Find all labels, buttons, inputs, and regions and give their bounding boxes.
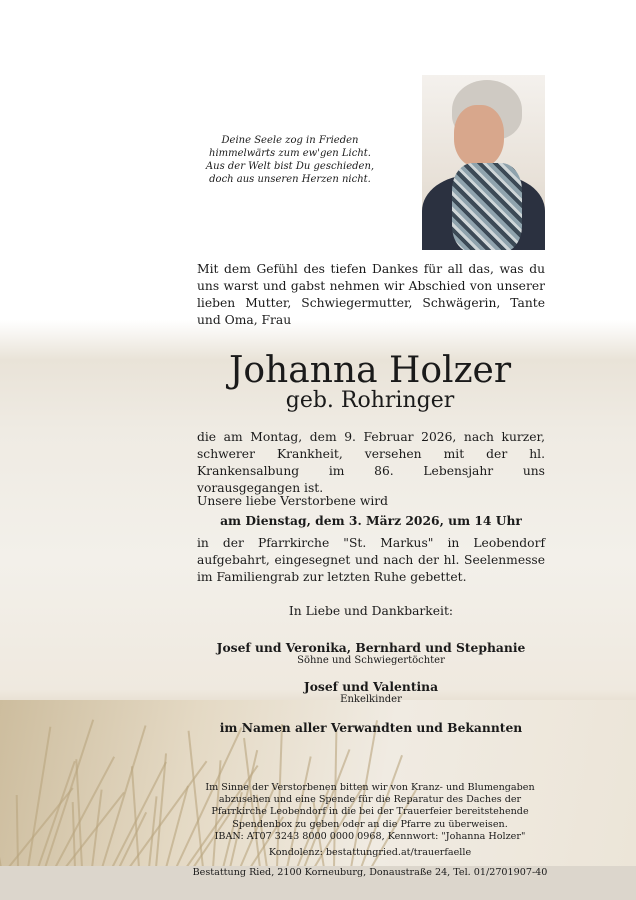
funeral-intro: Unsere liebe Verstorbene wird xyxy=(197,494,389,508)
maiden-name: geb. Rohringer xyxy=(285,388,455,413)
mourner-names: Josef und Veronika, Bernhard und Stephanie xyxy=(216,640,526,655)
relatives-line: im Namen aller Verwandten und Bekannten xyxy=(219,720,523,735)
wheat-stalk xyxy=(0,809,2,868)
mourner-relation: Söhne und Schwiegertöchter xyxy=(297,655,445,666)
footer-address: Bestattung Ried, 2100 Korneuburg, Donaustraße 24, Tel. 01/2701907-40 xyxy=(192,867,548,878)
donation-line: Pfarrkirche Leobendorf in die bei der Trauerfeier bereitstehende xyxy=(211,806,529,818)
donation-line: abzusehen und eine Spende für die Reparatur des Daches der xyxy=(218,794,522,806)
poem-line: doch aus unseren Herzen nicht. xyxy=(209,174,371,185)
wheat-stalk xyxy=(27,727,51,868)
mourner-names: Josef und Valentina xyxy=(303,679,439,694)
portrait-photo xyxy=(422,75,545,250)
poem-line: Deine Seele zog in Frieden xyxy=(221,135,359,146)
poem-line: Aus der Welt bist Du geschieden, xyxy=(205,161,375,172)
poem xyxy=(190,134,390,186)
funeral-details: in der Pfarrkirche "St. Markus" in Leobendorf aufgebahrt, eingesegnet und nach der hl. Seelenmesse im Familiengrab zur letzten Ruhe gebettet. xyxy=(197,536,545,584)
closing-line: In Liebe und Dankbarkeit: xyxy=(288,604,454,618)
mourner-relation: Enkelkinder xyxy=(340,694,402,705)
funeral-date: am Dienstag, dem 3. März 2026, um 14 Uhr xyxy=(220,513,522,528)
iban-line: IBAN: AT07 3243 8000 0000 0968, Kennwort: "Johanna Holzer" xyxy=(214,830,526,842)
donation-line: Spendenbox zu geben oder an die Pfarre zu überweisen. xyxy=(232,818,508,830)
death-notice: die am Montag, dem 9. Februar 2026, nach kurzer, schwerer Krankheit, versehen mit der hl. Krankensalbung im 86. Lebensjahr uns vorausgegangen ist. xyxy=(197,430,545,495)
poem-line: himmelwärts zum ew'gen Licht. xyxy=(209,148,371,159)
wheat-stalk xyxy=(44,719,94,868)
donation-line: Im Sinne der Verstorbenen bitten wir von Kranz- und Blumengaben xyxy=(205,782,535,793)
intro-text: Mit dem Gefühl des tiefen Dankes für all das, was du uns warst und gabst nehmen wir Abschied von unserer lieben Mutter, Schwiegermutter, Schwägerin, Tante und Oma, Frau xyxy=(197,262,545,327)
donation-request xyxy=(190,782,550,843)
deceased-name: Johanna Holzer xyxy=(228,350,512,391)
condolence-link[interactable]: Kondolenz: bestattungried.at/trauerfaelle xyxy=(268,847,472,858)
